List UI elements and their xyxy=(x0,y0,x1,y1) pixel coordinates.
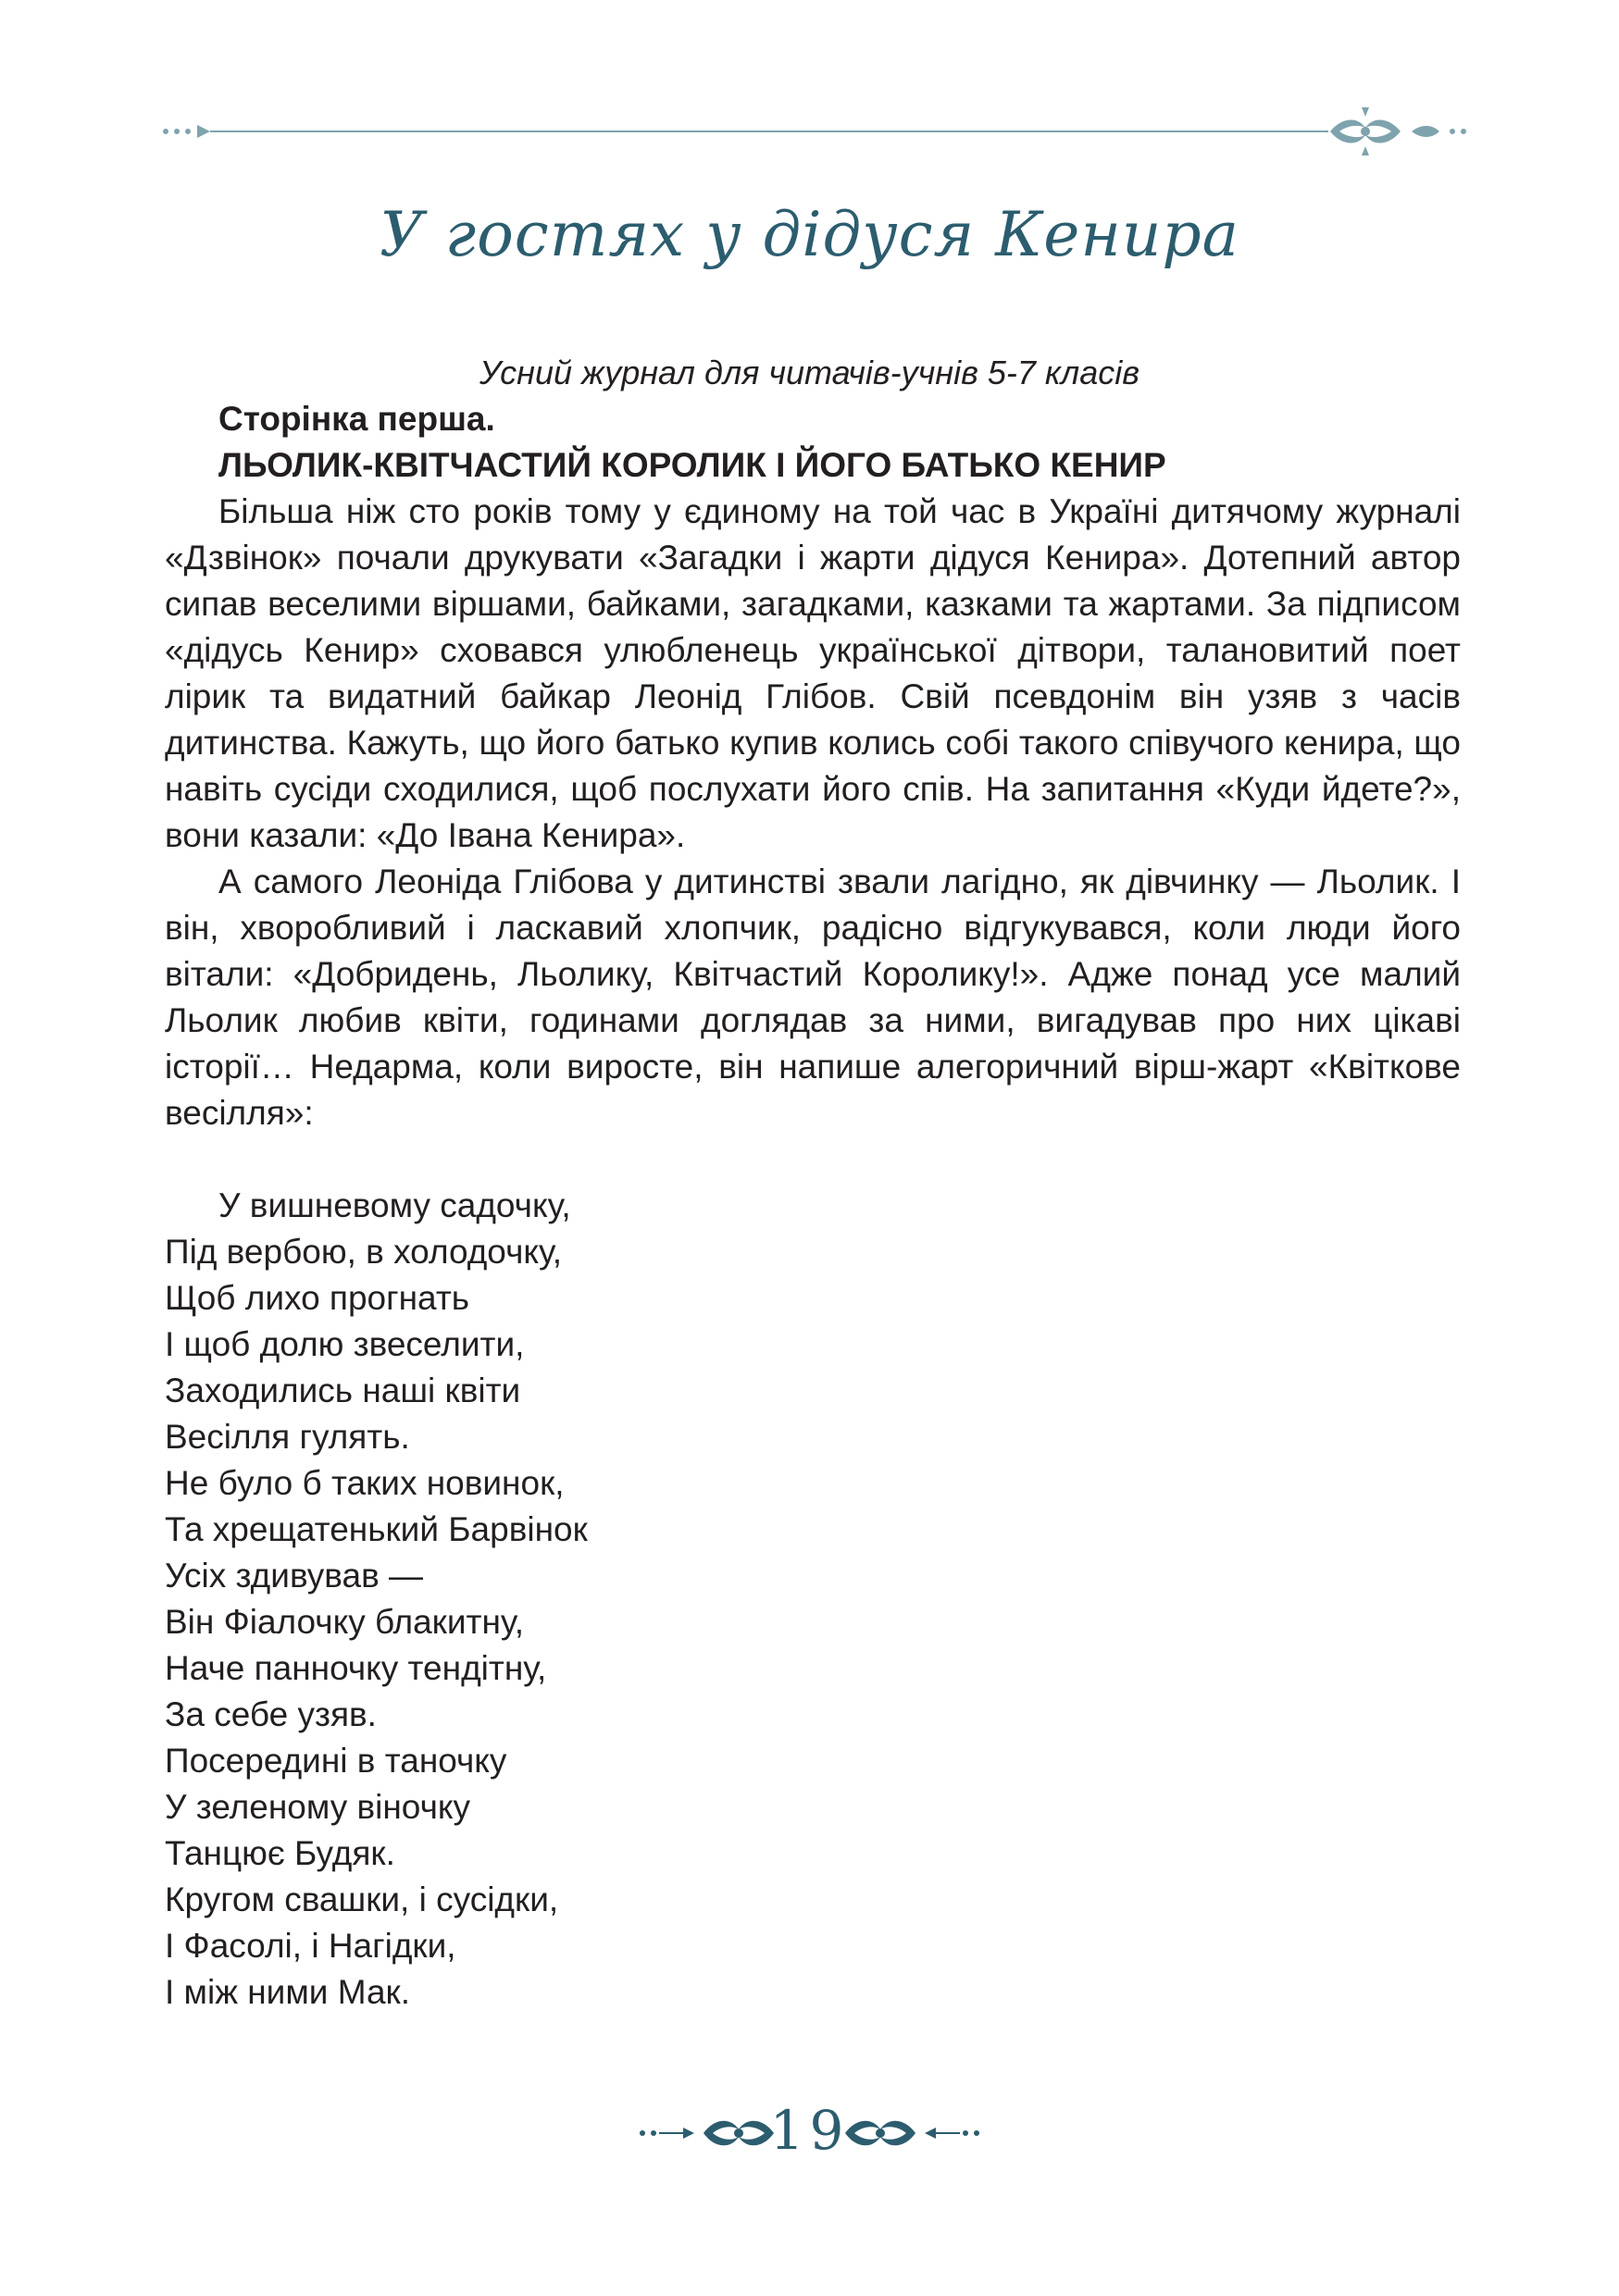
poem-line: Наче панночку тендітну, xyxy=(165,1649,547,1687)
poem-line: Посередині в таночку xyxy=(165,1742,507,1780)
spacer xyxy=(165,1136,1461,1183)
page-title: У гостях у дідуся Кенира xyxy=(380,199,1239,270)
poem-line: За себе узяв. xyxy=(165,1695,377,1733)
poem-line: Не було б таких новинок, xyxy=(165,1464,565,1502)
poem-line: Кругом свашки, і сусідки, xyxy=(165,1880,559,1918)
poem-line: У зеленому віночку xyxy=(165,1788,470,1826)
page-number: 19 xyxy=(769,2099,850,2162)
poem-line: Усіх здивував — xyxy=(165,1557,424,1595)
poem-line: Танцює Будяк. xyxy=(165,1834,395,1872)
subtitle: Усний журнал для читачів-учнів 5-7 класів xyxy=(479,354,1140,391)
poem-line: І між ними Мак. xyxy=(165,1973,411,2011)
poem xyxy=(165,1183,1461,2016)
poem-line: У вишневому садочку, xyxy=(218,1186,571,1224)
poem-line: Весілля гулять. xyxy=(165,1418,410,1456)
article-body xyxy=(165,396,1461,2016)
poem-line: І Фасолі, і Нагідки, xyxy=(165,1927,456,1965)
paragraph: Більша ніж сто років тому у єдиному на той час в Україні дитячому журналі «Дзвінок» почали друкувати «Загадки і жарти дідуся Кенира». Дотепний автор сипав веселими віршами, байками, загадками, казками та жартами. За підписом «дідусь Кенир» сховався улюбленець української дітвори, талановитий поет лірик та видатний байкар Леонід Глібов. Свій псевдонім він узяв з часів дитинства. Кажуть, що його батько купив колись собі такого співучого кенира, що навіть сусіди сходилися, щоб послухати його спів. На запитання «Куди йдете?», вони казали: «До Івана Кенира». xyxy=(165,492,1461,854)
poem-line: І щоб долю звеселити, xyxy=(165,1325,525,1363)
poem-line: Та хрещатенький Барвінок xyxy=(165,1510,588,1548)
poem-line: Щоб лихо прогнать xyxy=(165,1279,470,1317)
paragraph: А самого Леоніда Глібова у дитинстві звали лагідно, як дівчинку — Льолик. І він, хворобливий і ласкавий хлопчик, радісно відгукувався, коли люди його вітали: «Добридень, Льолику, Квітчастий Королику!». Адже понад усе малий Льолик любив квіти, годинами доглядав за ними, вигадував про них цікаві історії… Недарма, коли виросте, він напише алегоричний вірш-жарт «Квіткове весілля»: xyxy=(165,863,1461,1132)
poem-line: Заходились наші квіти xyxy=(165,1371,521,1409)
top-ornament xyxy=(162,104,1472,159)
poem-line: Під вербою, в холодочку, xyxy=(165,1233,563,1271)
section-label: Сторінка перша. xyxy=(218,400,495,438)
poem-line: Він Фіалочку блакитну, xyxy=(165,1603,524,1641)
section-heading: ЛЬОЛИК-КВІТЧАСТИЙ КОРОЛИК І ЙОГО БАТЬКО КЕНИР xyxy=(218,446,1166,484)
